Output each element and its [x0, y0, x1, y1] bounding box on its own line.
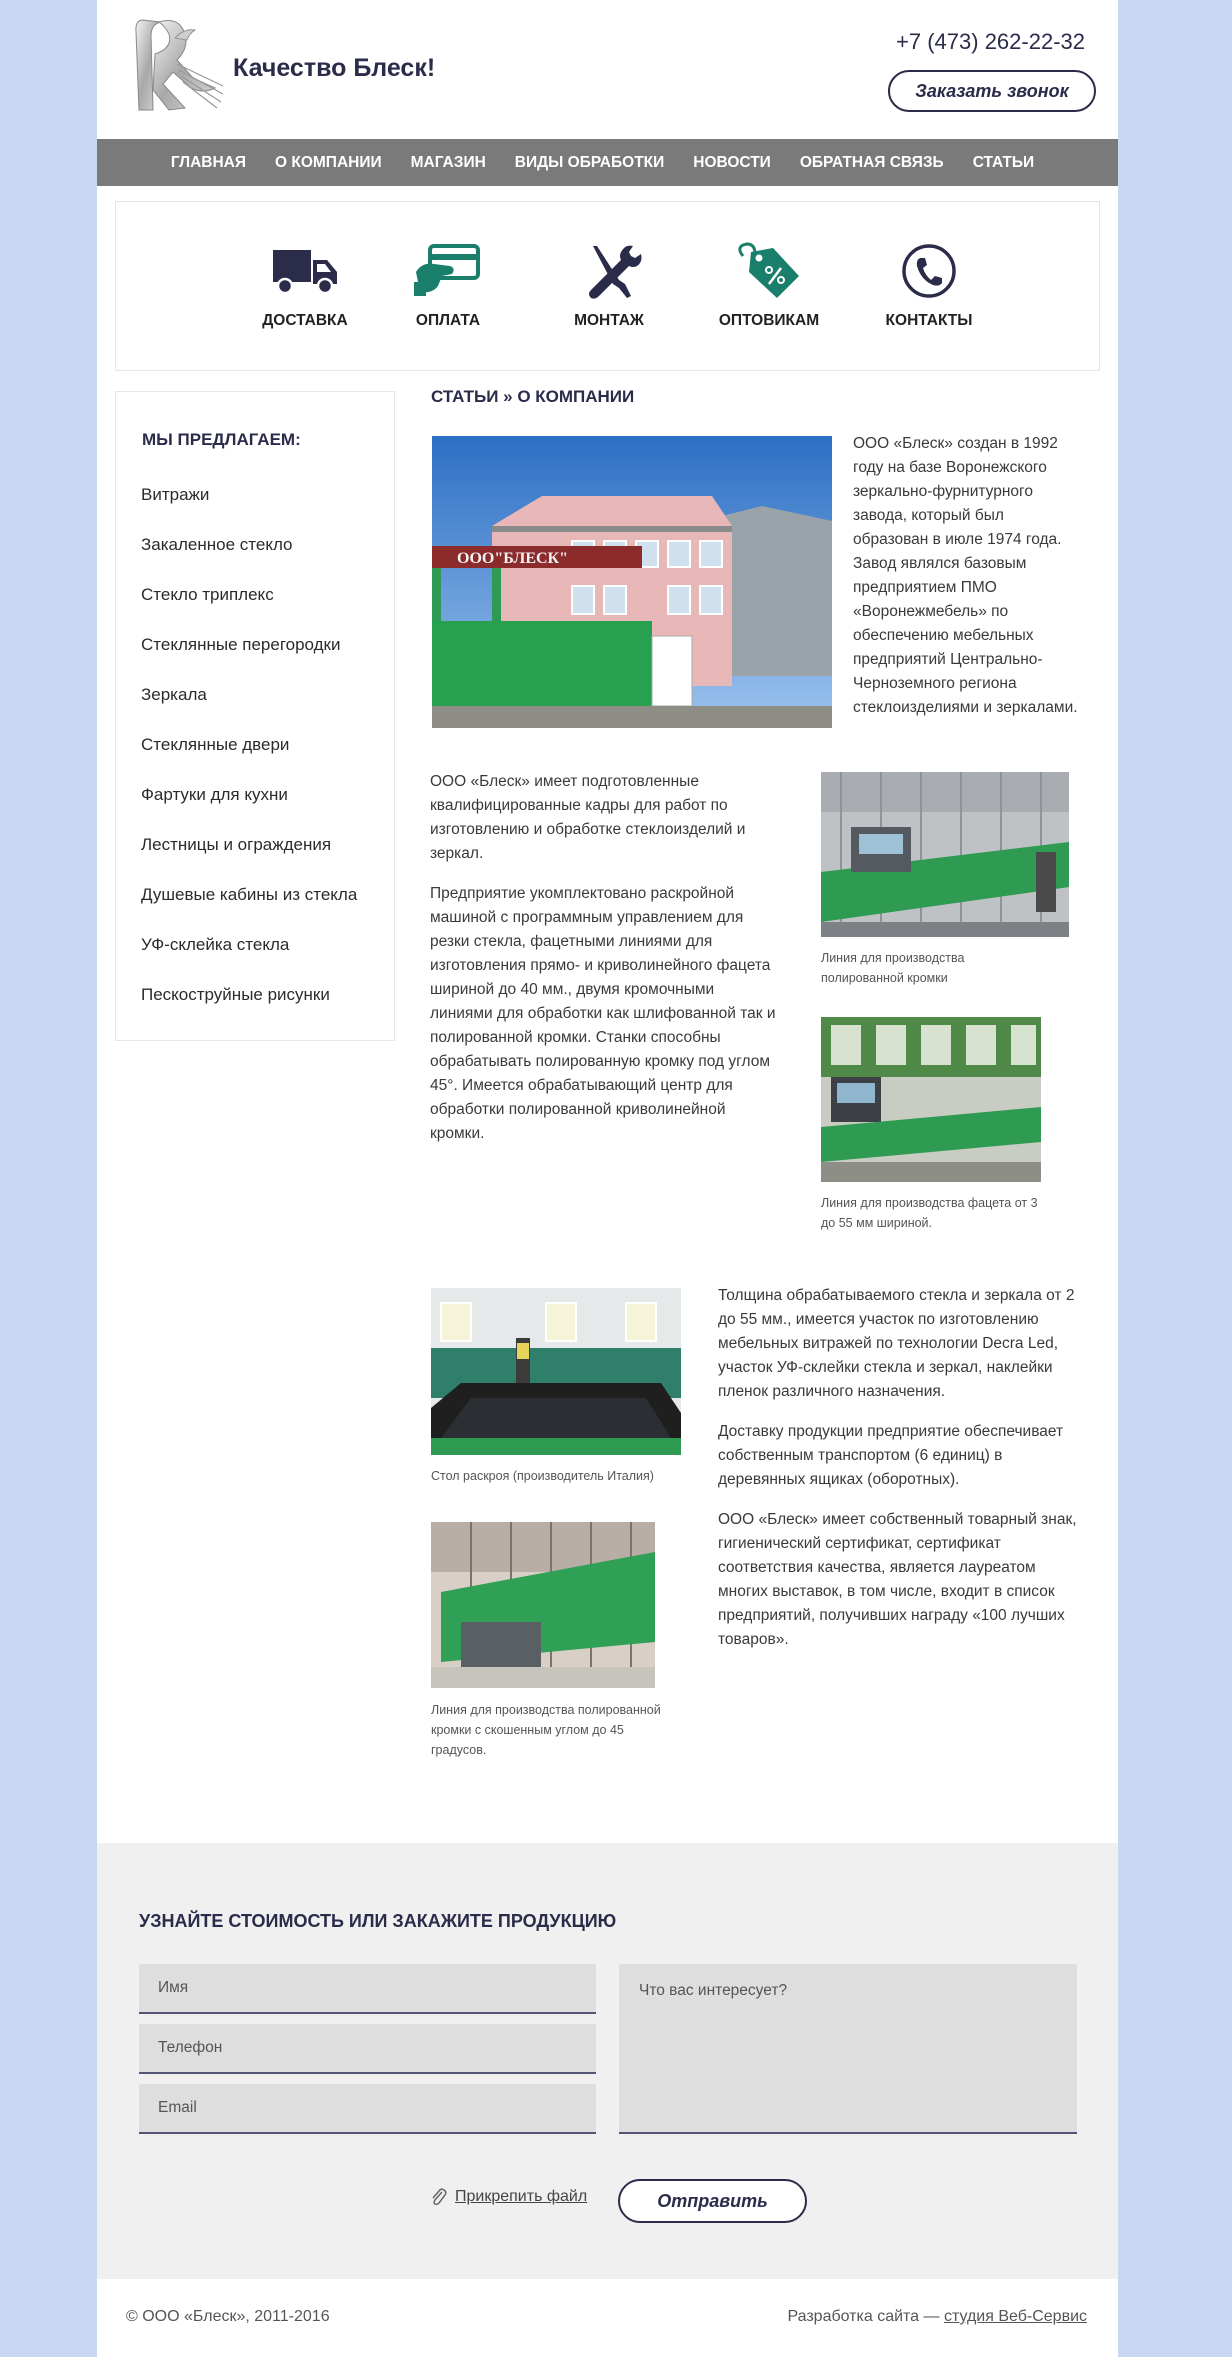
- developer-link[interactable]: студия Веб-Сервис: [943, 2308, 1087, 2325]
- sidebar-item-uv-gluing[interactable]: УФ-склейка стекла: [141, 935, 290, 954]
- article-paragraph-3: Предприятие укомплектовано раскройной машиной с программным управлением для резки стекла, фацетными линиями для изготовления прямо- и криволинейного фацета шириной до 40 мм., двумя кромочными линиями для обработки как шлифованной так и полированной кромки. Станки способны обрабатывать полированную кромку под углом 45°. Имеется обрабатывающий центр для обработки полированной криволинейной кромки.: [430, 885, 776, 1142]
- article-paragraph-4: Толщина обрабатываемого стекла и зеркала от 2 до 55 мм., имеется участок по изготовлению мебельных витражей по технологии Decra Led, участок УФ-склейки стекла и зеркал, наклейки пленок различного назначения.: [718, 1287, 1075, 1400]
- nav-item-articles[interactable]: СТАТЬИ: [972, 153, 1035, 171]
- article-paragraph-2: ООО «Блеск» имеет подготовленные квалифицированные кадры для работ по изготовлению и обработке стеклоизделий и зеркал.: [430, 773, 746, 862]
- copyright: © ООО «Блеск», 2011-2016: [126, 2308, 330, 2325]
- order-form-title: УЗНАЙТЕ СТОИМОСТЬ ИЛИ ЗАКАЖИТЕ ПРОДУКЦИЮ: [139, 1911, 617, 1931]
- building-photo: [432, 436, 832, 728]
- nav-item-processing[interactable]: ВИДЫ ОБРАБОТКИ: [514, 153, 665, 171]
- attach-file-link[interactable]: [431, 2187, 587, 2207]
- attach-file-label[interactable]: Прикрепить файл: [455, 2188, 588, 2205]
- card-payment-icon: [412, 242, 484, 300]
- main-nav: [97, 139, 1118, 186]
- sidebar-item-sandblast[interactable]: Пескоструйные рисунки: [141, 985, 330, 1004]
- service-installation[interactable]: [534, 242, 684, 330]
- sidebar-item-glass-doors[interactable]: Стеклянные двери: [141, 735, 290, 754]
- sidebar-title: МЫ ПРЕДЛАГАЕМ:: [142, 430, 301, 449]
- sidebar-item-kitchen-aprons[interactable]: Фартуки для кухни: [141, 785, 288, 804]
- article-paragraph-5: Доставку продукции предприятие обеспечивает собственным транспортом (6 единиц) в деревянных ящиках (оборотных).: [718, 1423, 1064, 1488]
- caption-edge-line: Линия для производства полированной кромки: [821, 951, 965, 985]
- developer-credit: [787, 2308, 1087, 2326]
- article-paragraph-1: ООО «Блеск» создан в 1992 году на базе Воронежского зеркально-фурнитурного завода, который был образован в июле 1974 года. Завод являлся базовым предприятием ПМО «Воронежмебель» по обеспечению мебельных предприятий Центрально-Черноземного региона стеклоизделиями и зеркалами.: [853, 435, 1078, 716]
- sidebar-item-shower-cabins[interactable]: Душевые кабины из стекла: [141, 885, 358, 904]
- sidebar-item-stained-glass[interactable]: Витражи: [141, 485, 210, 504]
- sidebar-item-triplex[interactable]: Стекло триплекс: [141, 585, 274, 604]
- sidebar-item-mirrors[interactable]: Зеркала: [141, 685, 207, 704]
- caption-angled-edge: Линия для производства полированной кромки с скошенным углом до 45 градусов.: [431, 1703, 661, 1757]
- nav-item-about[interactable]: О КОМПАНИИ: [275, 153, 382, 171]
- name-input[interactable]: [139, 1964, 596, 2014]
- nav-item-feedback[interactable]: ОБРАТНАЯ СВЯЗЬ: [799, 153, 944, 171]
- submit-button[interactable]: Отправить: [618, 2179, 807, 2223]
- sidebar-item-stairs[interactable]: Лестницы и ограждения: [141, 835, 332, 854]
- developer-prefix: Разработка сайта —: [787, 2308, 944, 2325]
- sidebar-item-tempered-glass[interactable]: Закаленное стекло: [141, 535, 293, 554]
- email-input[interactable]: [139, 2084, 596, 2134]
- sidebar-list: [141, 485, 357, 1035]
- sidebar: [115, 391, 395, 1041]
- bevel-line-photo: [821, 1017, 1041, 1182]
- building-sign-text: ООО"БЛЕСК": [457, 550, 569, 567]
- nav-item-home[interactable]: ГЛАВНАЯ: [170, 153, 247, 171]
- header: [97, 0, 1118, 139]
- logo-icon[interactable]: [133, 14, 225, 114]
- phone-number[interactable]: +7 (473) 262-22-32: [896, 29, 1085, 54]
- service-contacts[interactable]: [854, 242, 1004, 330]
- service-wholesale-label: ОПТОВИКАМ: [718, 312, 820, 329]
- discount-tag-icon: [733, 242, 805, 300]
- cutting-table-photo: [431, 1288, 681, 1455]
- service-delivery-label: ДОСТАВКА: [262, 312, 348, 329]
- breadcrumb: СТАТЬИ » О КОМПАНИИ: [431, 387, 635, 406]
- footer: [97, 2279, 1118, 2357]
- nav-item-news[interactable]: НОВОСТИ: [693, 153, 771, 171]
- sidebar-item-partitions[interactable]: Стеклянные перегородки: [141, 635, 341, 654]
- page: [97, 0, 1118, 2357]
- nav-item-shop[interactable]: МАГАЗИН: [410, 153, 486, 171]
- services-bar: [115, 201, 1100, 371]
- service-installation-label: МОНТАЖ: [574, 312, 644, 329]
- service-wholesale[interactable]: [694, 242, 844, 330]
- angled-edge-photo: [431, 1522, 655, 1688]
- order-form: [97, 1843, 1118, 2279]
- phone-icon: [893, 242, 965, 300]
- service-delivery[interactable]: [230, 242, 380, 330]
- callback-button[interactable]: Заказать звонок: [888, 70, 1096, 112]
- edge-line-photo: [821, 772, 1069, 937]
- truck-icon: [269, 242, 341, 300]
- service-payment-label: ОПЛАТА: [415, 312, 481, 329]
- tools-icon: [573, 242, 645, 300]
- message-textarea[interactable]: [619, 1964, 1077, 2134]
- article-paragraph-6: ООО «Блеск» имеет собственный товарный знак, гигиенический сертификат, сертификат соответствия качества, является лауреатом многих выставок, в том числе, входит в список предприятий, получивших награду «100 лучших товаров».: [718, 1511, 1077, 1648]
- service-contacts-label: КОНТАКТЫ: [885, 312, 973, 329]
- caption-bevel-line: Линия для производства фацета от 3 до 55 мм шириной.: [821, 1196, 1038, 1230]
- service-payment[interactable]: [373, 242, 523, 330]
- site-title: Качество Блеск!: [233, 54, 436, 82]
- paperclip-icon: [431, 2187, 447, 2207]
- phone-input[interactable]: [139, 2024, 596, 2074]
- caption-cutting-table: Стол раскроя (производитель Италия): [431, 1469, 654, 1483]
